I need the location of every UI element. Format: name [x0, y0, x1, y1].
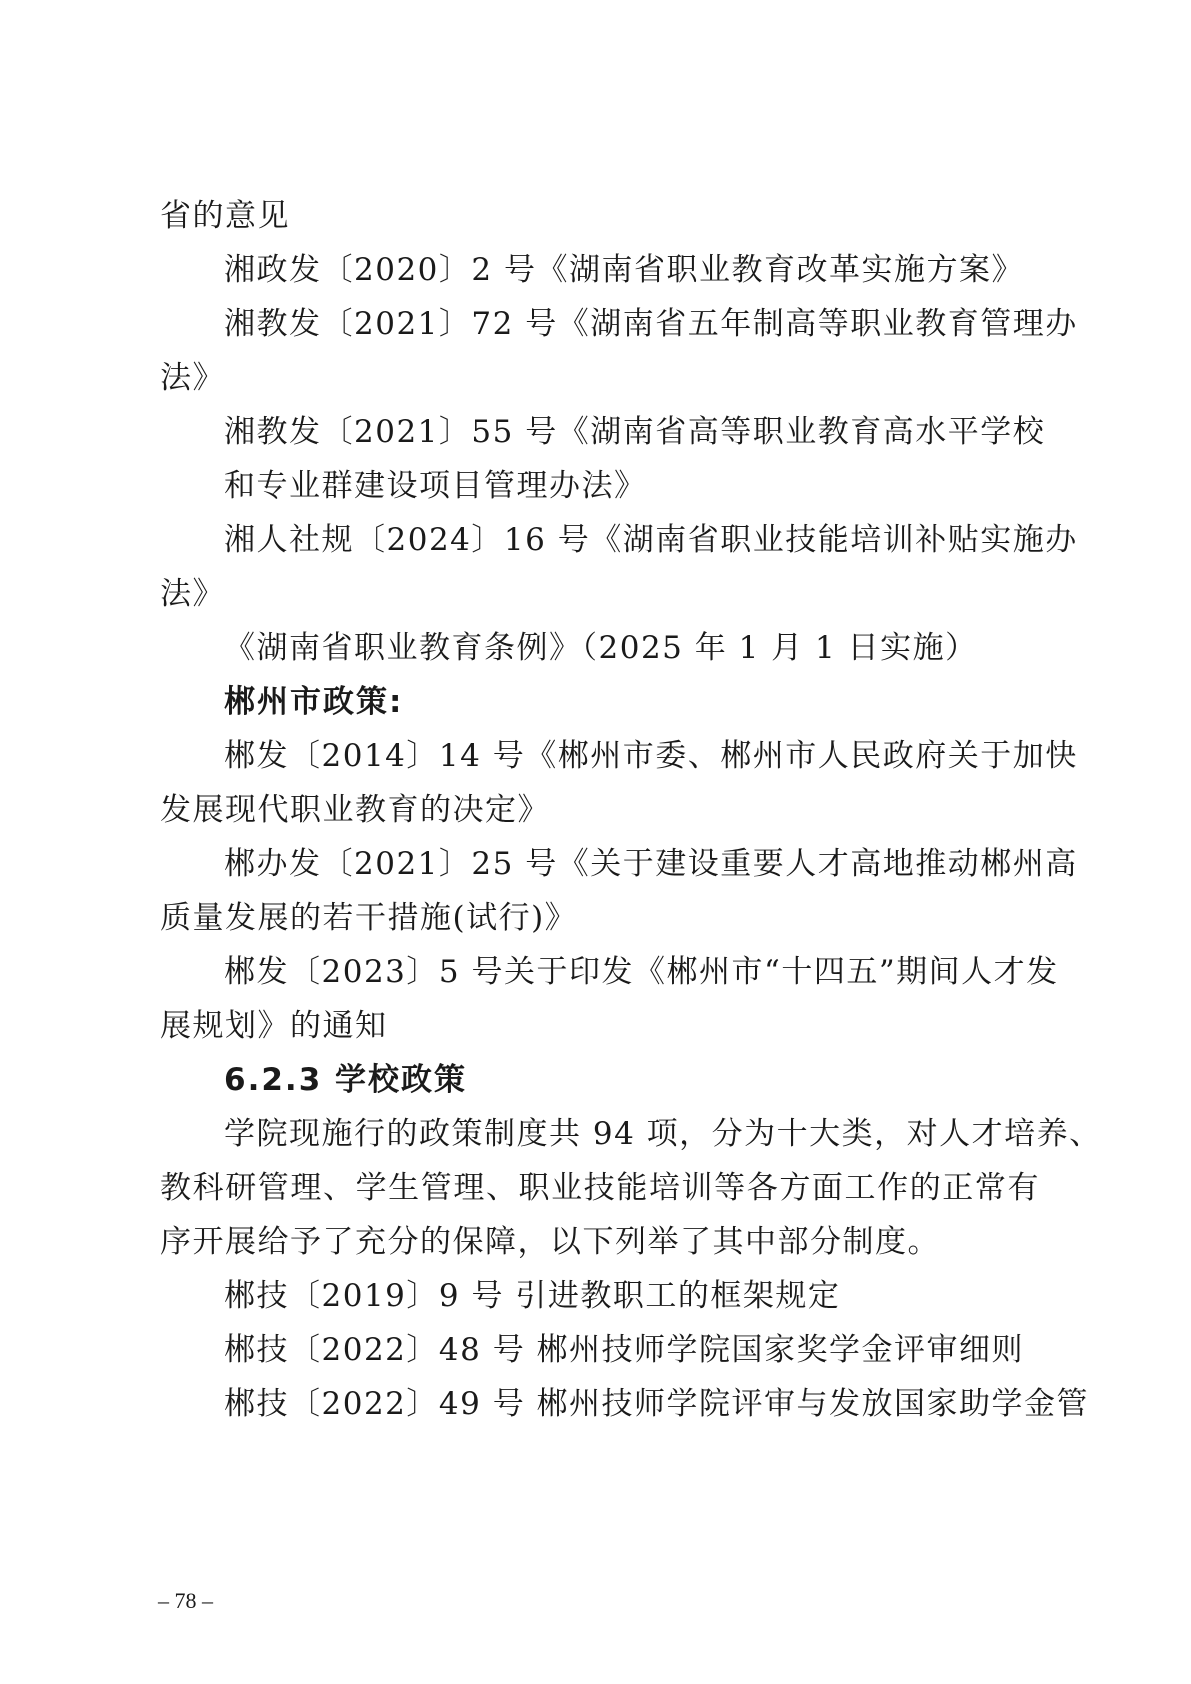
text-line: 质量发展的若干措施(试行)》 [160, 900, 578, 936]
text-line: 郴技〔2022〕48 号 郴州技师学院国家奖学金评审细则 [224, 1332, 1025, 1368]
page-number: – 78 – [158, 1588, 213, 1613]
text-line: 《湖南省职业教育条例》（2025 年 1 月 1 日实施） [224, 630, 978, 666]
text-line: 郴办发〔2021〕25 号《关于建设重要人才高地推动郴州高 [224, 846, 1078, 882]
text-line: 湘教发〔2021〕55 号《湖南省高等职业教育高水平学校 [224, 414, 1046, 450]
text-line: 湘政发〔2020〕2 号《湖南省职业教育改革实施方案》 [224, 252, 1024, 288]
section-heading: 6.2.3 学校政策 [224, 1062, 468, 1098]
text-line: 序开展给予了充分的保障，以下列举了其中部分制度。 [160, 1224, 940, 1260]
text-line: 法》 [160, 360, 225, 396]
text-line: 郴发〔2014〕14 号《郴州市委、郴州市人民政府关于加快 [224, 738, 1078, 774]
text-line: 郴技〔2019〕9 号 引进教职工的框架规定 [224, 1278, 841, 1314]
text-line: 和专业群建设项目管理办法》 [224, 468, 647, 504]
text-line: 发展现代职业教育的决定》 [160, 792, 550, 828]
text-line: 湘教发〔2021〕72 号《湖南省五年制高等职业教育管理办 [224, 306, 1078, 342]
text-line: 教科研管理、学生管理、职业技能培训等各方面工作的正常有 [160, 1170, 1040, 1206]
text-line: 展规划》的通知 [160, 1008, 388, 1044]
text-line: 湘人社规〔2024〕16 号《湖南省职业技能培训补贴实施办 [224, 522, 1078, 558]
section-heading: 郴州市政策: [224, 684, 404, 720]
text-line: 郴发〔2023〕5 号关于印发《郴州市“十四五”期间人才发 [224, 954, 1059, 990]
text-line: 省的意见 [160, 198, 290, 234]
text-line: 郴技〔2022〕49 号 郴州技师学院评审与发放国家助学金管 [224, 1386, 1090, 1422]
text-line: 法》 [160, 576, 225, 612]
text-line: 学院现施行的政策制度共 94 项，分为十大类，对人才培养、 [224, 1116, 1102, 1152]
